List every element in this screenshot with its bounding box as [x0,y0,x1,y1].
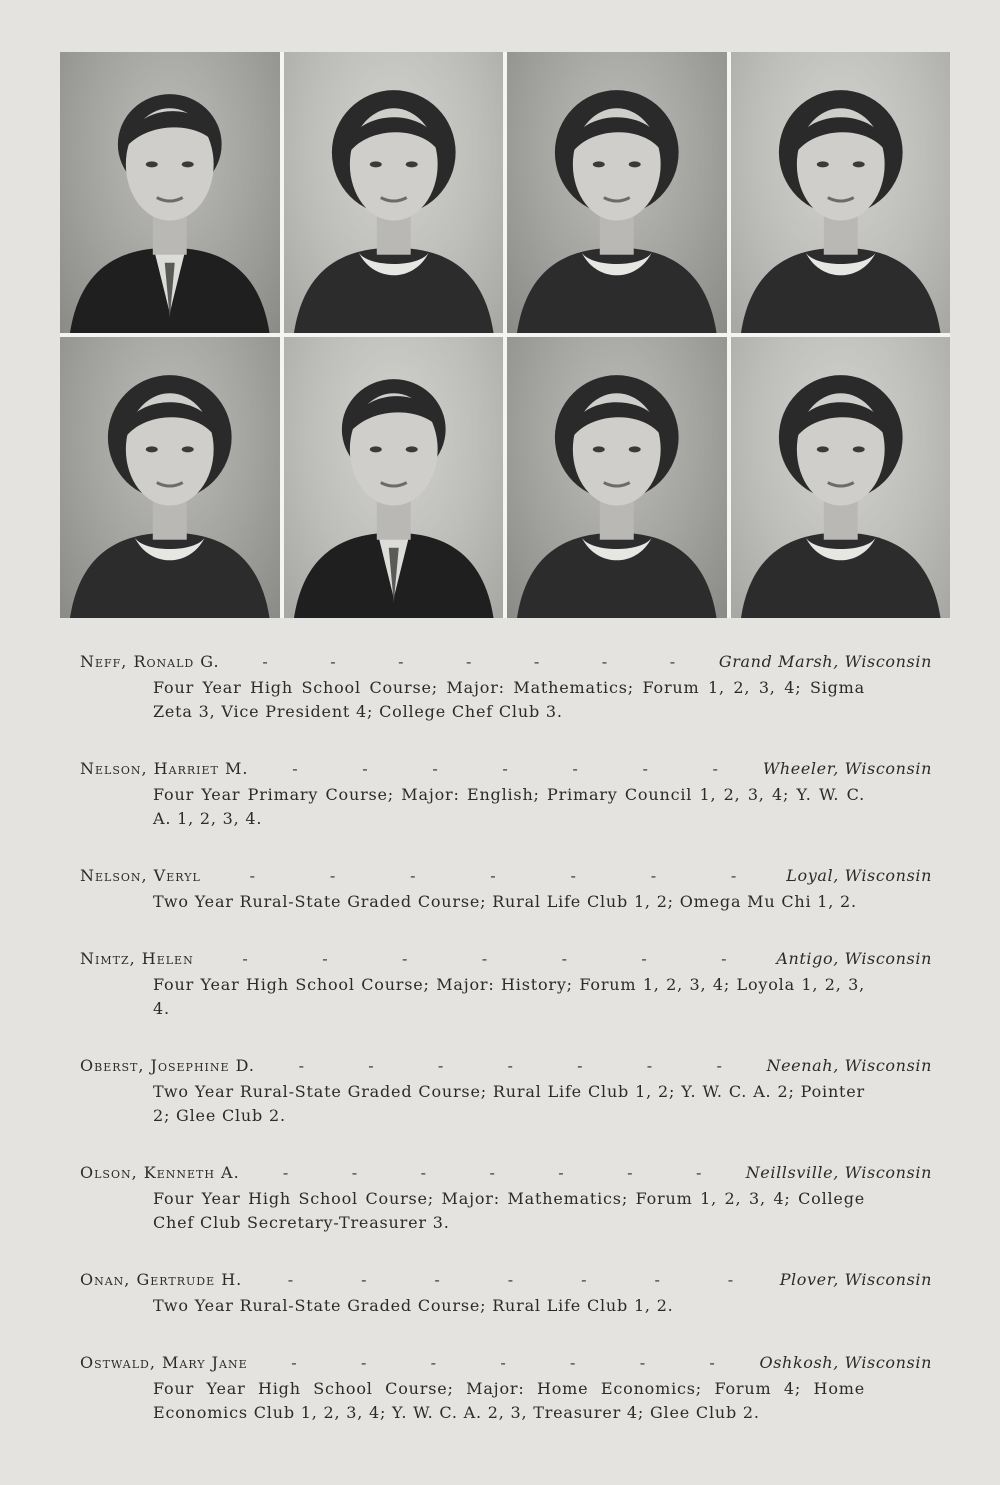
dot-leaders [248,1353,760,1372]
leader-dash: - [695,1163,703,1182]
student-entry [80,1056,932,1128]
dot-leaders [242,1270,779,1289]
leader-dash: - [282,1163,290,1182]
leader-dash: - [507,1270,515,1289]
student-name: Ostwald, Mary Jane [80,1353,248,1372]
student-details: Four Year High School Course; Major: Home Economics; Forum 4; Home Economics Club 1, 2, 3, 4; Y. W. C. A. 2, 3, Treasurer 4; Glee Club 2. [153,1379,865,1422]
leader-dash: - [572,759,579,778]
portrait-eye [182,446,194,452]
portrait-eye [369,161,381,167]
dot-leaders [255,1056,767,1075]
entry-header [80,949,932,973]
leader-dash: - [368,1056,375,1075]
entry-header [80,1353,932,1377]
leader-dash: - [329,866,337,885]
portrait-shoulders [293,248,493,333]
portrait-eye [369,446,381,452]
student-entry [80,1353,932,1425]
leader-dash: - [292,759,299,778]
student-name: Oberst, Josephine D. [80,1056,255,1075]
portrait-eye [182,161,194,167]
leader-dash: - [330,652,337,671]
portrait-eye [593,161,605,167]
portrait-photo [60,52,280,333]
leader-dash: - [502,759,509,778]
portrait-shoulders [740,248,940,333]
portrait-eye [816,161,828,167]
student-details: Four Year High School Course; Major: Mathematics; Forum 1, 2, 3, 4; Sigma Zeta 3, Vice President 4; College Chef Club 3. [153,678,865,721]
leader-dash: - [646,1056,654,1075]
leader-dash: - [639,1353,647,1372]
portrait-eye [816,446,828,452]
portrait-eye [593,446,605,452]
leader-dash: - [291,1353,298,1372]
portrait-silhouette [284,337,504,618]
student-details: Two Year Rural-State Graded Course; Rural Life Club 1, 2; Omega Mu Chi 1, 2. [153,892,857,911]
portrait-eye [405,161,417,167]
student-entry [80,1163,932,1235]
portrait-eye [852,161,864,167]
leader-dash: - [561,949,568,968]
leader-dash: - [322,949,329,968]
leader-dash: - [627,1163,634,1182]
student-hometown: Neenah, Wisconsin [766,1056,932,1075]
dot-leaders [220,652,719,671]
entry-header [80,1163,932,1187]
student-details: Two Year Rural-State Graded Course; Rural Life Club 1, 2; Y. W. C. A. 2; Pointer 2; Glee Club 2. [153,1082,865,1125]
leader-dash: - [298,1056,305,1075]
leader-dash: - [669,652,677,671]
leader-dash: - [558,1163,565,1182]
student-name: Olson, Kenneth A. [80,1163,240,1182]
dot-leaders [201,866,786,885]
student-hometown: Loyal, Wisconsin [786,866,932,885]
portrait-eye [146,446,158,452]
portrait-photo [507,52,727,333]
student-entry [80,949,932,1021]
student-hometown: Wheeler, Wisconsin [762,759,932,778]
leader-dash: - [360,1353,368,1372]
student-hometown: Neillsville, Wisconsin [745,1163,932,1182]
student-name: Nelson, Veryl [80,866,201,885]
student-name: Nelson, Harriet M. [80,759,249,778]
leader-dash: - [721,949,728,968]
leader-dash: - [434,1270,441,1289]
leader-dash: - [712,759,719,778]
student-hometown: Plover, Wisconsin [779,1270,932,1289]
portrait-eye [146,161,158,167]
entry-header [80,652,932,676]
student-details: Four Year Primary Course; Major: English; Primary Council 1, 2, 3, 4; Y. W. C. A. 1, 2, 3, 4. [153,785,865,828]
student-name: Onan, Gertrude H. [80,1270,243,1289]
student-entry [80,866,932,914]
leader-dash: - [730,866,738,885]
leader-dash: - [249,866,257,885]
leader-dash: - [489,1163,496,1182]
leader-dash: - [642,759,649,778]
portrait-photo [284,52,504,333]
student-name: Neff, Ronald G. [80,652,220,671]
leader-dash: - [287,1270,295,1289]
portrait-photo [731,337,951,618]
dot-leaders [248,759,762,778]
student-hometown: Antigo, Wisconsin [776,949,932,968]
leader-dash: - [262,652,269,671]
entry-header [80,866,932,890]
portrait-shoulders [517,248,717,333]
leader-dash: - [430,1353,438,1372]
leader-dash: - [410,866,417,885]
student-hometown: Oshkosh, Wisconsin [759,1353,932,1372]
portrait-eye [852,446,864,452]
leader-dash: - [601,652,609,671]
student-details: Two Year Rural-State Graded Course; Rural Life Club 1, 2. [153,1296,674,1315]
portrait-eye [405,446,417,452]
leader-dash: - [507,1056,514,1075]
leader-dash: - [727,1270,735,1289]
leader-dash: - [362,759,369,778]
student-entry [80,759,932,831]
leader-dash: - [432,759,439,778]
leader-dash: - [570,1353,577,1372]
leader-dash: - [500,1353,507,1372]
leader-dash: - [716,1056,723,1075]
portrait-photo [60,337,280,618]
leader-dash: - [709,1353,716,1372]
portrait-eye [629,446,641,452]
portrait-silhouette [731,52,951,333]
portrait-photo [731,52,951,333]
portrait-shoulders [70,533,270,618]
leader-dash: - [650,866,658,885]
portrait-silhouette [507,337,727,618]
dot-leaders [194,949,777,968]
leader-dash: - [490,866,497,885]
portrait-shoulders [740,533,940,618]
student-entry [80,1270,932,1318]
leader-dash: - [437,1056,445,1075]
portrait-silhouette [284,52,504,333]
portrait-silhouette [60,337,280,618]
portrait-eye [629,161,641,167]
student-hometown: Grand Marsh, Wisconsin [718,652,932,671]
leader-dash: - [242,949,249,968]
leader-dash: - [654,1270,661,1289]
leader-dash: - [398,652,405,671]
portrait-shoulders [517,533,717,618]
leader-dash: - [641,949,648,968]
entry-header [80,1270,932,1294]
leader-dash: - [466,652,473,671]
leader-dash: - [481,949,489,968]
entry-header [80,759,932,783]
portrait-grid [60,52,950,618]
portrait-photo [507,337,727,618]
student-entries [80,652,932,1460]
leader-dash: - [361,1270,368,1289]
leader-dash: - [533,652,541,671]
portrait-silhouette [507,52,727,333]
leader-dash: - [351,1163,359,1182]
dot-leaders [240,1163,746,1182]
leader-dash: - [420,1163,428,1182]
portrait-photo [284,337,504,618]
portrait-silhouette [731,337,951,618]
leader-dash: - [577,1056,584,1075]
student-details: Four Year High School Course; Major: Mathematics; Forum 1, 2, 3, 4; College Chef Club Secretary-Treasurer 3. [153,1189,865,1232]
portrait-silhouette [60,52,280,333]
leader-dash: - [581,1270,588,1289]
leader-dash: - [570,866,577,885]
student-details: Four Year High School Course; Major: History; Forum 1, 2, 3, 4; Loyola 1, 2, 3, 4. [153,975,865,1018]
leader-dash: - [401,949,409,968]
entry-header [80,1056,932,1080]
student-entry [80,652,932,724]
student-name: Nimtz, Helen [80,949,194,968]
